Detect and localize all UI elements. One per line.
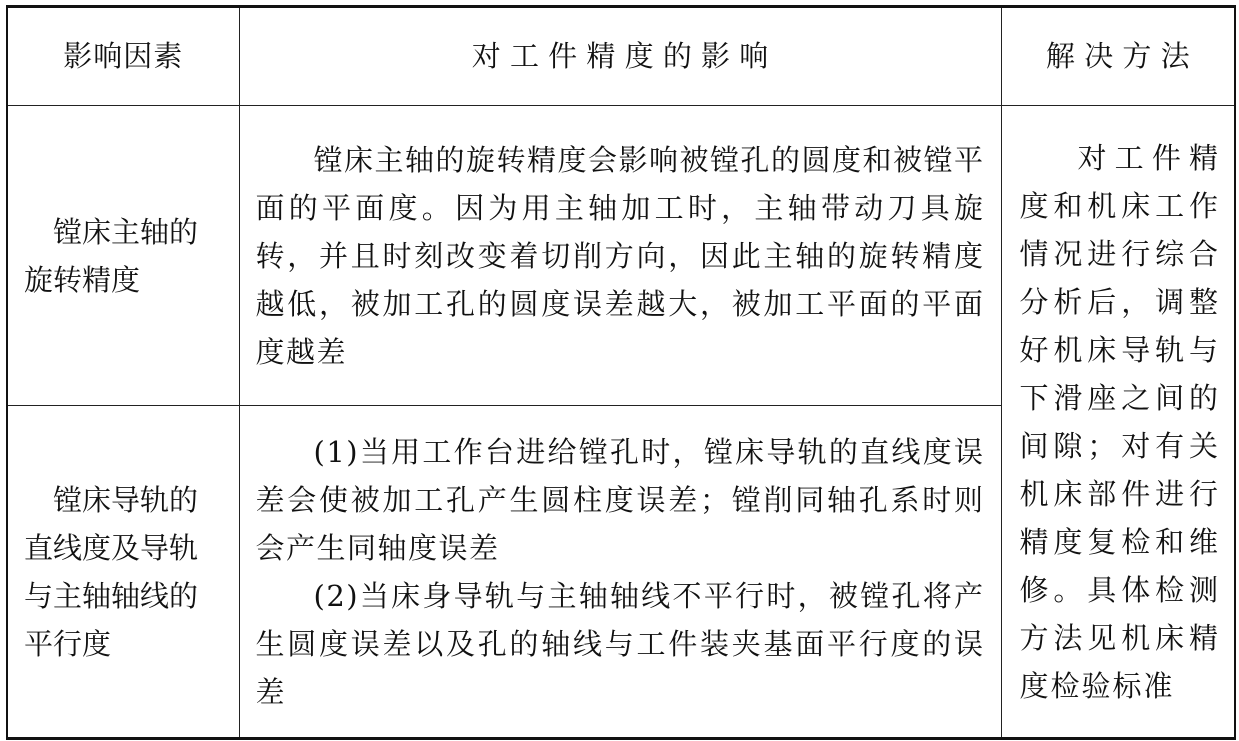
factor-cell-spindle	[7, 106, 239, 406]
effect-paragraph: 镗床主轴的旋转精度会影响被镗孔的圆度和被镗平面的平面度。因为用主轴加工时，主轴带动刀具旋转，并且时刻改变着切削方向，因此主轴的旋转精度越低，被加工孔的圆度误差越大，被加工平面的平面度越差	[255, 142, 985, 369]
effect-paragraph: (1)当用工作台进给镗孔时，镗床导轨的直线度误差会使被加工孔产生圆柱度误差；镗削同轴孔系时则会产生同轴度误差	[255, 434, 985, 565]
table-row	[7, 106, 1235, 406]
effect-cell-guideway	[239, 406, 1001, 739]
factors-table	[6, 5, 1236, 740]
table-header-row	[7, 7, 1235, 106]
factor-text: 镗床导轨的直线度及导轨与主轴轴线的平行度	[24, 482, 199, 661]
header-solution: 解 决 方 法	[1001, 7, 1235, 106]
header-effect: 对 工 件 精 度 的 影 响	[239, 7, 1001, 106]
solution-cell	[1001, 106, 1235, 739]
effect-paragraph: (2)当床身导轨与主轴轴线不平行时，被镗孔将产生圆度误差以及孔的轴线与工件装夹基面平行度的误差	[255, 578, 985, 709]
factor-cell-guideway	[7, 406, 239, 739]
effect-cell-spindle	[239, 106, 1001, 406]
header-factor: 影响因素	[7, 7, 239, 106]
solution-text: 对工件精度和机床工作情况进行综合分析后，调整好机床导轨与下滑座之间的间隙；对有关机床部件进行精度复检和维修。具体检测方法见机床精度检验标准	[1019, 140, 1220, 703]
factor-text: 镗床主轴的旋转精度	[24, 214, 199, 297]
